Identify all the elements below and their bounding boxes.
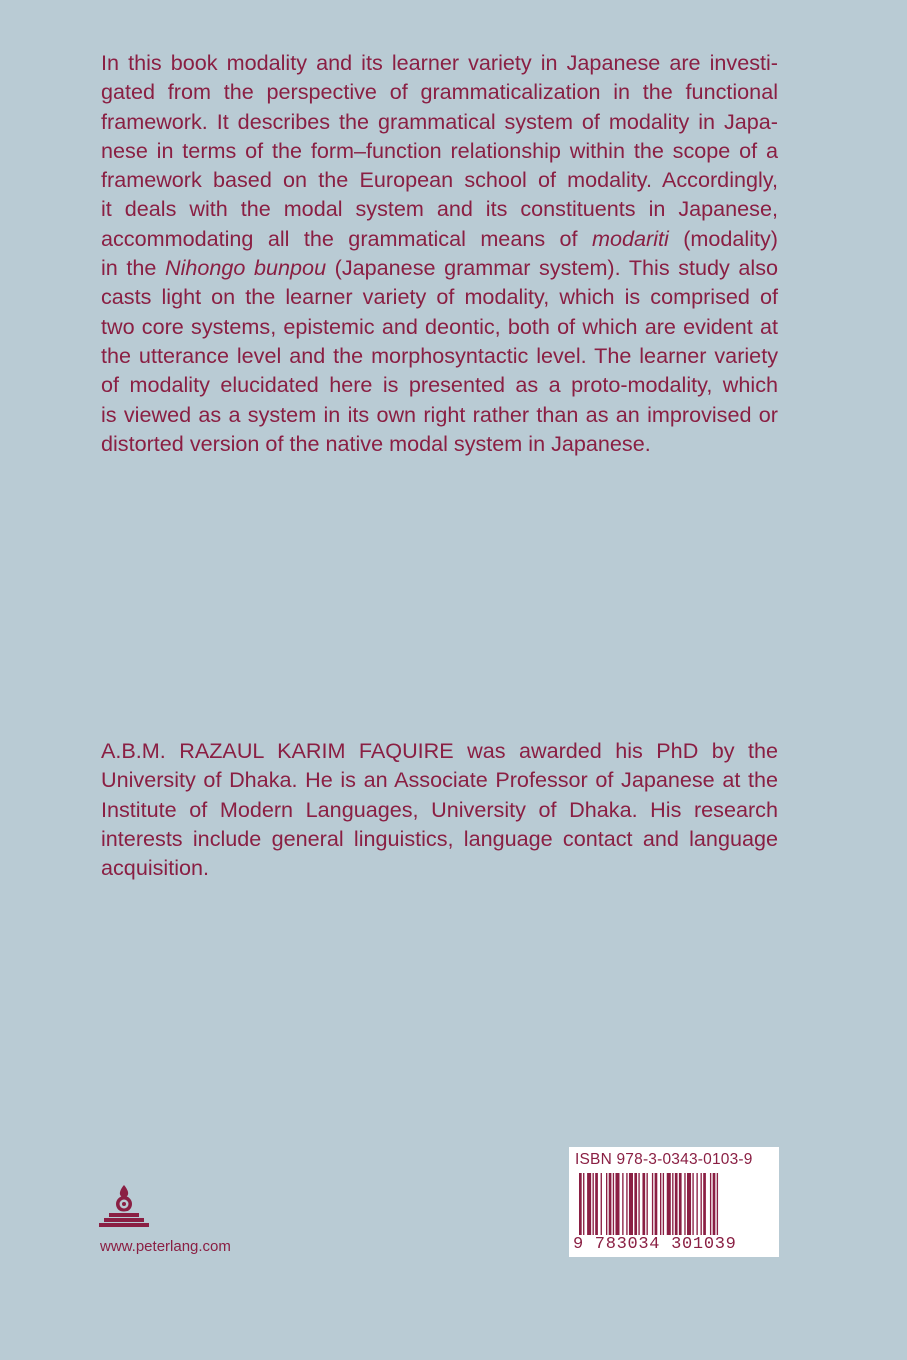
description-line: gated from the perspective of grammaticalization in the functional [101, 79, 778, 105]
description-line: casts light on the learner variety of modality, which is comprised of [101, 284, 778, 310]
isbn-barcode [569, 1147, 779, 1257]
description-line: framework. It describes the grammatical system of modality in Japa- [101, 108, 778, 134]
description-text [101, 48, 778, 458]
barcode-bar [615, 1173, 619, 1235]
barcode-bar [629, 1173, 633, 1235]
description-line: accommodating all the grammatical means of modariti (modality) [101, 225, 779, 251]
barcode-bar [667, 1173, 671, 1235]
barcode-bar [595, 1173, 598, 1235]
italic-term: modariti [591, 225, 669, 251]
description-line: framework based on the European school of modality. Accordingly, [101, 167, 778, 193]
italic-term: Nihongo bunpou [165, 255, 327, 281]
bio-line: acquisition. [101, 855, 210, 881]
barcode-bar [579, 1173, 582, 1235]
publisher-logo-icon [97, 1183, 151, 1229]
barcode-bars [575, 1173, 773, 1235]
isbn-label: ISBN 978-3-0343-0103-9 [575, 1151, 753, 1168]
barcode-bar [606, 1173, 607, 1235]
barcode-bar [663, 1173, 664, 1235]
bio-line: Institute of Modern Languages, University of Dhaka. His research [101, 796, 778, 822]
barcode-bar [638, 1173, 639, 1235]
barcode-bar [655, 1173, 658, 1235]
bio-line: University of Dhaka. He is an Associate Professor of Japanese at the [101, 767, 778, 793]
barcode-bar [593, 1173, 594, 1235]
barcode-bar [684, 1173, 685, 1235]
barcode-bar [583, 1173, 584, 1235]
barcode-bar [701, 1173, 702, 1235]
description-line: the utterance level and the morphosyntactic level. The learner variety [101, 342, 778, 368]
barcode-bar [587, 1173, 591, 1235]
barcode-bar [713, 1173, 716, 1235]
barcode-bar [687, 1173, 691, 1235]
bio-line: interests include general linguistics, language contact and language [101, 825, 778, 851]
barcode-bar [692, 1173, 693, 1235]
barcode-bar [717, 1173, 718, 1235]
barcode-bar [672, 1173, 673, 1235]
barcode-bar [626, 1173, 627, 1235]
author-bio [101, 736, 778, 882]
barcode-bar [703, 1173, 706, 1235]
barcode-bar [622, 1173, 623, 1235]
description-line: is viewed as a system in its own right rather than as an improvised or [101, 401, 778, 427]
barcode-bar [642, 1173, 645, 1235]
description-line: of modality elucidated here is presented as a proto-modality, which [101, 372, 778, 398]
barcode-bar [634, 1173, 637, 1235]
barcode-bar [609, 1173, 612, 1235]
barcode-bar [710, 1173, 711, 1235]
barcode-digits: 9 783034 301039 [573, 1235, 737, 1254]
description-line: in the Nihongo bunpou (Japanese grammar system). This study also [101, 255, 778, 281]
bio-line: A.B.M. RAZAUL KARIM FAQUIRE was awarded his PhD by the [101, 738, 778, 763]
barcode-bar [647, 1173, 648, 1235]
barcode-bar [675, 1173, 678, 1235]
publisher-website[interactable]: www.peterlang.com [100, 1238, 231, 1255]
description-line: distorted version of the native modal system in Japanese. [101, 430, 651, 456]
barcode-bar [613, 1173, 614, 1235]
barcode-bar [652, 1173, 653, 1235]
description-line: nese in terms of the form–function relationship within the scope of a [101, 137, 778, 163]
barcode-bar [601, 1173, 602, 1235]
description-line: it deals with the modal system and its constituents in Japanese, [101, 196, 778, 222]
description-line: two core systems, epistemic and deontic, both of which are evident at [101, 313, 778, 339]
barcode-bar [660, 1173, 661, 1235]
barcode-bar [679, 1173, 682, 1235]
description-line: In this book modality and its learner variety in Japanese are investi- [101, 50, 778, 75]
barcode-bar [696, 1173, 697, 1235]
